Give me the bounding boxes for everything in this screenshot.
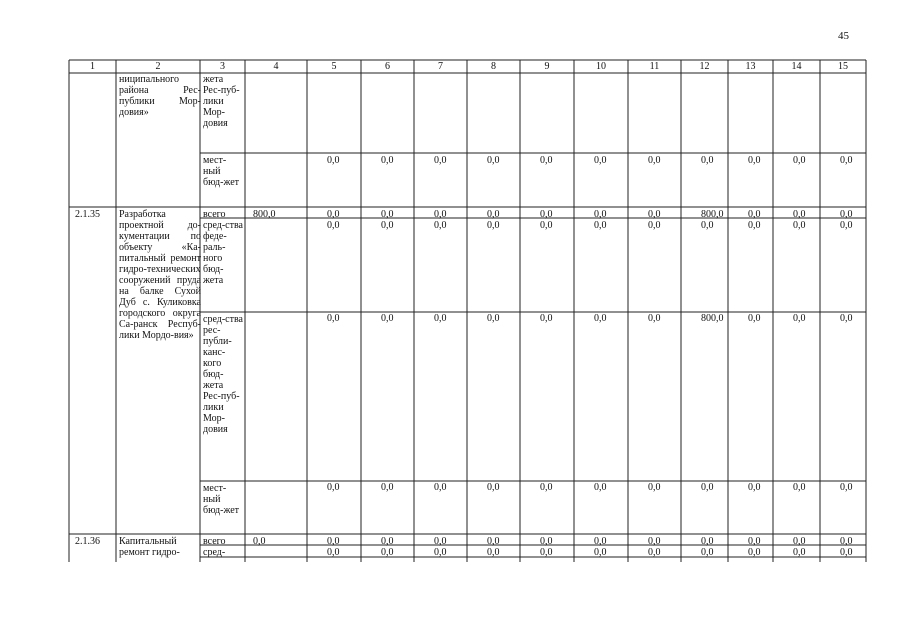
row-2136-total-col-11: 0,0	[648, 536, 661, 547]
row-2135-total-col-15: 0,0	[840, 209, 853, 220]
top-local-label: мест-ный бюд-жет	[203, 155, 240, 188]
row-2135-federal-col-15: 0,0	[840, 220, 853, 231]
header-cell-11: 11	[649, 61, 660, 72]
top-local-col-6: 0,0	[381, 155, 394, 166]
top-name-cont: ниципального района Рес-публики Мор-довия»	[119, 74, 201, 118]
page-number: 45	[838, 30, 849, 42]
row-2135-local-col-7: 0,0	[434, 482, 447, 493]
row-2135-local-col-6: 0,0	[381, 482, 394, 493]
row-2136-next-col-14: 0,0	[793, 547, 806, 558]
top-local-col-9: 0,0	[540, 155, 553, 166]
row-2136-next-col-8: 0,0	[487, 547, 500, 558]
row-2135-total-col-14: 0,0	[793, 209, 806, 220]
row-2135-federal-col-10: 0,0	[594, 220, 607, 231]
row-2135-federal-col-8: 0,0	[487, 220, 500, 231]
row-2135-federal-col-11: 0,0	[648, 220, 661, 231]
row-2135-local-col-14: 0,0	[793, 482, 806, 493]
row-2135-republic-col-10: 0,0	[594, 313, 607, 324]
header-cell-6: 6	[385, 61, 390, 72]
header-cell-12: 12	[699, 61, 710, 72]
row-2136-total-col-12: 0,0	[701, 536, 714, 547]
top-local-col-10: 0,0	[594, 155, 607, 166]
row-2136-col-4: 0,0	[253, 536, 266, 547]
header-cell-8: 8	[491, 61, 496, 72]
row-2135-local-label: мест-ный бюд-жет	[203, 483, 240, 516]
row-2136-next-col-10: 0,0	[594, 547, 607, 558]
row-2135-republic-col-5: 0,0	[327, 313, 340, 324]
row-2135-local-col-10: 0,0	[594, 482, 607, 493]
row-2136-total-col-14: 0,0	[793, 536, 806, 547]
row-id-2-1-35: 2.1.35	[75, 209, 100, 220]
row-2135-total-col-12: 800,0	[701, 209, 724, 220]
row-2135-total-col-13: 0,0	[748, 209, 761, 220]
row-2135-federal-col-14: 0,0	[793, 220, 806, 231]
row-2136-next-col-6: 0,0	[381, 547, 394, 558]
header-cell-7: 7	[438, 61, 443, 72]
top-local-col-13: 0,0	[748, 155, 761, 166]
row-2135-republic-col-15: 0,0	[840, 313, 853, 324]
row-id-2-1-36: 2.1.36	[75, 536, 100, 547]
header-cell-1: 1	[90, 61, 95, 72]
row-2135-local-col-8: 0,0	[487, 482, 500, 493]
row-2136-total-col-15: 0,0	[840, 536, 853, 547]
top-local-col-5: 0,0	[327, 155, 340, 166]
row-2135-total-col-7: 0,0	[434, 209, 447, 220]
row-2136-next-col-5: 0,0	[327, 547, 340, 558]
row-2135-local-col-11: 0,0	[648, 482, 661, 493]
row-2135-republic-col-9: 0,0	[540, 313, 553, 324]
header-cell-15: 15	[838, 61, 848, 72]
row-2135-federal-col-13: 0,0	[748, 220, 761, 231]
row-name-2-1-35: Разработка проектной до-кументации по объекту «Ка-питальный ремонт гидро-технических сооружений пруда на балке Сухой Дуб с. Куликовка городского округа Са-ранск Респуб-лики Мордо-вия»	[119, 209, 201, 341]
row-2135-federal-col-7: 0,0	[434, 220, 447, 231]
row-2135-total-col-10: 0,0	[594, 209, 607, 220]
row-name-2-1-36: Капитальный ремонт гидро-	[119, 536, 180, 558]
row-2135-republic-col-6: 0,0	[381, 313, 394, 324]
row-2136-total-col-5: 0,0	[327, 536, 340, 547]
row-2135-republic-label: сред-ства рес-публи-канс-кого бюд-жета Рес-пуб-лики Мор-довия	[203, 314, 243, 435]
row-2135-total-col-11: 0,0	[648, 209, 661, 220]
row-2135-total-col-6: 0,0	[381, 209, 394, 220]
top-local-col-12: 0,0	[701, 155, 714, 166]
row-2135-local-col-12: 0,0	[701, 482, 714, 493]
header-cell-5: 5	[331, 61, 337, 72]
top-local-col-7: 0,0	[434, 155, 447, 166]
row-2135-local-col-15: 0,0	[840, 482, 853, 493]
row-2135-local-col-13: 0,0	[748, 482, 761, 493]
row-2136-total-col-10: 0,0	[594, 536, 607, 547]
row-2135-col-4: 800,0	[253, 209, 276, 220]
row-2135-republic-col-7: 0,0	[434, 313, 447, 324]
top-local-col-11: 0,0	[648, 155, 661, 166]
row-2135-federal-label: сред-ства феде-раль-ного бюд-жета	[203, 220, 243, 286]
row-2136-total-col-8: 0,0	[487, 536, 500, 547]
row-2135-federal-col-9: 0,0	[540, 220, 553, 231]
top-local-col-8: 0,0	[487, 155, 500, 166]
header-cell-3: 3	[220, 61, 225, 72]
row-2135-total-col-9: 0,0	[540, 209, 553, 220]
top-local-col-14: 0,0	[793, 155, 806, 166]
header-cell-10: 10	[596, 61, 606, 72]
row-2136-next-col-11: 0,0	[648, 547, 661, 558]
header-cell-9: 9	[544, 61, 550, 72]
row-2136-total-col-9: 0,0	[540, 536, 553, 547]
row-2136-total-label: всего	[203, 536, 226, 547]
row-2135-republic-col-14: 0,0	[793, 313, 806, 324]
row-2135-federal-col-5: 0,0	[327, 220, 340, 231]
row-2136-next-col-15: 0,0	[840, 547, 853, 558]
header-cell-2: 2	[155, 61, 161, 72]
row-2135-total-col-5: 0,0	[327, 209, 340, 220]
header-cell-14: 14	[791, 61, 802, 72]
row-2136-total-col-13: 0,0	[748, 536, 761, 547]
row-2136-next-col-12: 0,0	[701, 547, 714, 558]
row-2135-republic-col-13: 0,0	[748, 313, 761, 324]
row-2135-federal-col-12: 0,0	[701, 220, 714, 231]
row-2135-republic-col-12: 800,0	[701, 313, 724, 324]
row-2135-total-label: всего	[203, 209, 226, 220]
row-2136-next-col-13: 0,0	[748, 547, 761, 558]
header-cell-13: 13	[745, 61, 756, 72]
row-2136-total-col-6: 0,0	[381, 536, 394, 547]
row-2135-total-col-8: 0,0	[487, 209, 500, 220]
row-2135-federal-col-6: 0,0	[381, 220, 394, 231]
row-2136-next-col-7: 0,0	[434, 547, 447, 558]
top-local-col-15: 0,0	[840, 155, 853, 166]
row-2135-republic-col-11: 0,0	[648, 313, 661, 324]
row-2135-local-col-5: 0,0	[327, 482, 340, 493]
row-2135-republic-col-8: 0,0	[487, 313, 500, 324]
row-2136-total-col-7: 0,0	[434, 536, 447, 547]
row-2136-next-col-9: 0,0	[540, 547, 553, 558]
top-source-cont: жета Рес-пуб-лики Мор-довия	[203, 74, 240, 129]
header-cell-4: 4	[273, 61, 279, 72]
row-2135-local-col-9: 0,0	[540, 482, 553, 493]
row-2136-next-label: сред-	[203, 547, 226, 558]
